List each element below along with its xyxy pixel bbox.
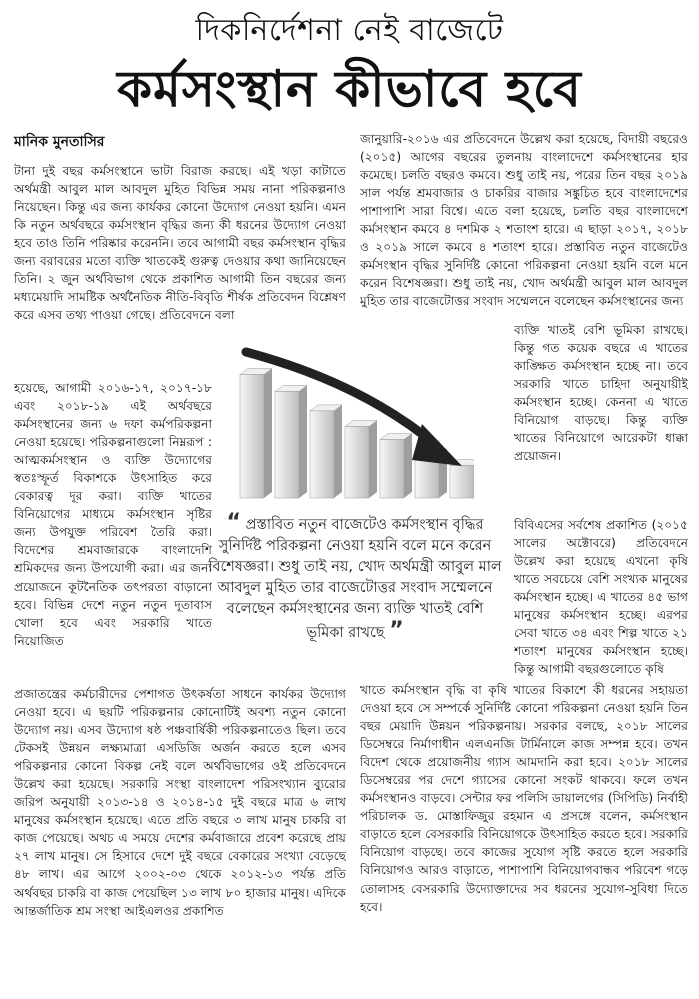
paragraph: জানুয়ারি-২০১৬ এর প্রতিবেদনে উল্লেখ করা হয়েছে, বিদায়ী বছরেও (২০১৫) আগের বছরের তুলনায় বাংলাদেশে কর্মসংস্থানের হার কমেছে। চলতি বছরও কমবে। শুধু তাই নয়, পরের তিন বছর ২০১৯ সাল পর্যন্ত শ্রমবাজার ও চাকরির বাজার সঙ্কুচিত হবে বাংলাদেশের পাশাপাশি সারা বিশ্বে। এতে বলা হয়েছে, চলতি বছর বাংলাদেশে কর্মসংস্থান কমবে ৪ দশমিক ২ শতাংশ হারে। এ ছাড়া ২০১৭, ২০১৮ ও ২০১৯ সালে কমবে ৪ শতাংশ হারে। প্রস্তাবিত নতুন বাজেটেও কর্মসংস্থান বৃদ্ধির সুনির্দিষ্ট কোনো পরিকল্পনা নেওয়া হয়নি বলে মনে করেন বিশেষজ্ঞরা। শুধু তাই নয়, খোদ অর্থমন্ত্রী আবুল মাল আবদুল মুহিত তার বাজেটোত্তর সংবাদ সম্মেলনে বলেছেন কর্মসংস্থানের জন্য <box>360 132 688 309</box>
article-column-right-mid2 <box>514 516 688 680</box>
pull-quote-text: প্রস্তাবিত নতুন বাজেটেও কর্মসংস্থান বৃদ্ধির সুনির্দিষ্ট পরিকল্পনা নেওয়া হয়নি বলে মনে করেন বিশেষজ্ঞরা। শুধু তাই নয়, খোদ অর্থমন্ত্রী আবুল মাল আবদুল মুহিত তার বাজেটোত্তর সংবাদ সম্মেলনে বলেছেন কর্মসংস্থানের জন্য ব্যক্তি খাতই বেশি ভূমিকা রাখছে <box>208 517 502 641</box>
article-column-left-bottom <box>14 685 346 991</box>
close-quote-icon: ” <box>389 618 404 643</box>
bar-side <box>404 434 412 499</box>
bar-side <box>264 369 272 499</box>
article-column-right-mid <box>514 321 688 501</box>
article-column-right-bottom <box>360 681 688 993</box>
open-quote-icon: “ <box>226 510 241 535</box>
bar-side <box>334 405 342 498</box>
declining-bar-chart-with-arrow-icon <box>226 340 474 506</box>
article-column-left-mid <box>14 379 212 685</box>
pull-quote <box>207 512 503 644</box>
bar <box>240 375 264 499</box>
paragraph: টানা দুই বছর কর্মসংস্থানে ভাটা বিরাজ করছে। এই খড়া কাটাতে অর্থমন্ত্রী আবুল মাল আবদুল মুহিত বিভিন্ন সময় নানা পরিকল্পনাও নিয়েছেন। কিন্তু এর জন্য কার্যকর কোনো উদ্যোগ নেওয়া হয়নি। এমন কি নতুন অর্থবছরে কর্মসংস্থান বৃদ্ধির জন্য কী ধরনের উদ্যোগ নেওয়া হবে তাও তিনি পরিষ্কার করেননি। তবে আগামী বছর কর্মসংস্থান বৃদ্ধির জন্য বরাবরের মতো ব্যক্তি খাতকেই গুরুত্ব দেওয়ার কথা জানিয়েছেন তিনি। ২ জুন অর্থবিভাগ থেকে প্রকাশিত আগামী তিন বছরের জন্য মধ্যমেয়াদি সামষ্টিক অর্থনৈতিক নীতি-বিবৃতি শীর্ষক প্রতিবেদন বিশ্লেষণ করে এসব তথ্য পাওয়া গেছে। প্রতিবেদনে বলা <box>14 164 346 323</box>
paragraph: বিবিএসের সর্বশেষ প্রকাশিত (২০১৫ সালের অক্টোবরে) প্রতিবেদনে উল্লেখ করা হয়েছে এখনো কৃষি খাতে সবচেয়ে বেশি সংখ্যক মানুষের কর্মসংস্থান হচ্ছে। এ খাতের ৪৫ ভাগ মানুষের কর্মসংস্থান হচ্ছে। এরপর সেবা খাতে ৩৪ এবং শিল্প খাতে ২১ শতাংশ মানুষের কর্মসংস্থান হচ্ছে। কিন্তু আগামী বছরগুলোতে কৃষি <box>514 518 688 677</box>
bar <box>275 391 299 498</box>
bar <box>380 440 404 499</box>
paragraph: প্রজাতন্ত্রের কর্মচারীদের পেশাগত উৎকর্ষতা সাধনে কার্যকর উদ্যোগ নেওয়া হবে। এ ছয়টি পরিকল্পনার কোনোটিই অবশ্য নতুন কোনো উদ্যোগ নয়। এসব উদ্যোগ ষষ্ঠ পঞ্চবার্ষিকী পরিকল্পনাতেও ছিল। তবে টেকসই উন্নয়ন লক্ষ্যমাত্রা এসডিজি অর্জন করতে হলে এসব পরিকল্পনার কোনো বিকল্প নেই বলে অর্থবিভাগের ওই প্রতিবেদনে উল্লেখ করা হয়েছে। সরকারি সংস্থা বাংলাদেশ পরিসংখ্যান ব্যুরোর জরিপ অনুযায়ী ২০১৩-১৪ ও ২০১৪-১৫ দুই বছরে মাত্র ৬ লাখ মানুষের কর্মসংস্থান হয়েছে। এতে প্রতি বছরে ৩ লাখ মানুষ চাকরি বা কাজ পেয়েছে। অথচ এ সময়ে দেশের কর্মবাজারে প্রবেশ করেছে প্রায় ২৭ লাখ মানুষ। সে হিসাবে দেশে দুই বছরে বেকারের সংখ্যা বেড়েছে ৪৮ লাখ। এর আগে ২০০২-০৩ থেকে ২০১২-১৩ পর্যন্ত প্রতি অর্থবছর চাকরি বা কাজ পেয়েছিল ১৩ লাখ ৮০ হাজার মানুষ। এদিকে আন্তর্জাতিক শ্রম সংস্থা আইএলওর প্রকাশিত <box>14 687 346 918</box>
paragraph: খাতে কর্মসংস্থান বৃদ্ধি বা কৃষি খাতের বিকাশে কী ধরনের সহায়তা দেওয়া হবে সে সম্পর্কে সুনির্দিষ্ট কোনো পরিকল্পনা নেওয়া হয়নি তিন বছর মেয়াদি উন্নয়ন পরিকল্পনায়। সরকার বলছে, ২০১৮ সালের ডিসেম্বরে নির্মাণাধীন এলএনজি টার্মিনালে কাজ সম্পন্ন হবে। তখন বিদেশ থেকে প্রয়োজনীয় গ্যাস আমদানি করা হবে। ২০১৮ সালের ডিসেম্বরের পর দেশে গ্যাসের কোনো সংকট থাকবে। ফলে তখন কর্মসংস্থানও বাড়বে। সেন্টার ফর পলিসি ডায়ালগের (সিপিডি) নির্বাহী পরিচালক ড. মোস্তাফিজুর রহমান এ প্রসঙ্গে বলেন, কর্মসংস্থান বাড়াতে হলে বেসরকারি বিনিয়োগকে উৎসাহিত করতে হবে। সরকারি বিনিয়োগ বাড়ছে। তবে কাজের সুযোগ সৃষ্টি করতে হলে সরকারি বিনিয়োগও আরও বাড়াতে, পাশাপাশি বিনিয়োগবান্ধব পরিবেশ গড়ে তোলাসহ বেসরকারি উদ্যোক্তাদের সব ধরনের সুযোগ-সুবিধা দিতে হবে। <box>360 683 688 914</box>
bar-side <box>369 421 377 499</box>
bar <box>345 427 369 499</box>
bar-side <box>299 385 307 498</box>
bar <box>310 411 334 498</box>
paragraph: হয়েছে, আগামী ২০১৬-১৭, ২০১৭-১৮ এবং ২০১৮-১৯ এই অর্থবছরে কর্মসংস্থানের জন্য ৬ দফা কর্মপরিকল্পনা নেওয়া হয়েছে। পরিকল্পনাগুলো নিম্নরূপ : আত্মকর্মসংস্থান ও ব্যক্তি উদ্যোগের স্বতঃস্ফূর্ত বিকাশকে উৎসাহিত করে বেকারত্ব দূর করা। ব্যক্তি খাতের বিনিয়োগের মাধ্যমে কর্মসংস্থান সৃষ্টির জন্য উপযুক্ত পরিবেশ তৈরি করা। বিদেশের শ্রমবাজারকে বাংলাদেশি শ্রমিকদের জন্য উপযোগী করা। এর জন্য প্রয়োজনে কূটনৈতিক তৎপরতা বাড়ানো হবে। বিভিন্ন দেশে নতুন নতুন দূতাবাস খোলা হবে এবং সরকারি খাতে নিয়োজিত <box>14 381 212 648</box>
article-column-right-top <box>360 130 688 324</box>
byline: মানিক মুনতাসির <box>14 134 105 150</box>
headline: কর্মসংস্থান কীভাবে হবে <box>117 60 582 118</box>
paragraph: ব্যক্তি খাতই বেশি ভূমিকা রাখছে। কিন্তু গত কয়েক বছরে এ খাতের কাঙ্ক্ষিত কর্মসংস্থান হচ্ছে না। তবে সরকারি খাতে চাহিদা অনুযায়ীই কর্মসংস্থান হচ্ছে। কেননা এ খাতে বিনিয়োগ বাড়ছে। কিন্তু ব্যক্তি খাতের বিনিয়োগে আরেকটা ধাক্কা প্রয়োজন। <box>514 323 688 464</box>
bar <box>450 466 474 499</box>
kicker: দিকনির্দেশনা নেই বাজেটে <box>195 13 504 48</box>
